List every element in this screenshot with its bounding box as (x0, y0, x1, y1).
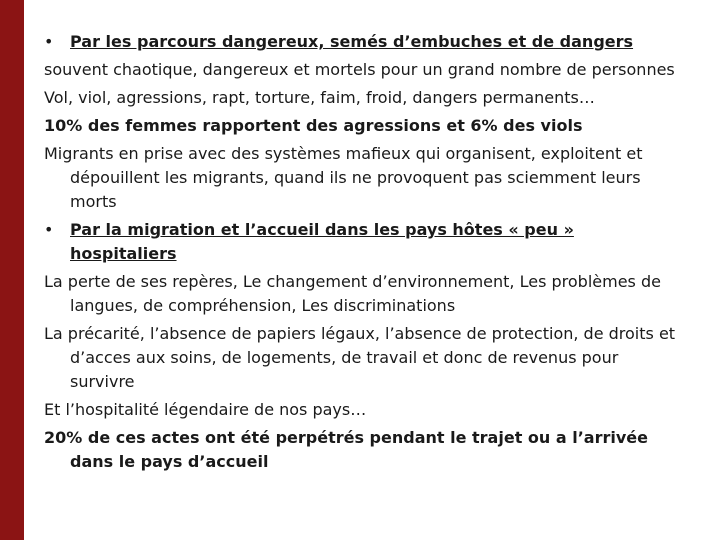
section-1-heading (44, 30, 680, 54)
section-2-heading (44, 218, 680, 266)
side-accent-bar (0, 0, 24, 540)
section-2-line-1: La perte de ses repères, Le changement d’environnement, Les problèmes de langues, de compréhension, Les discriminations (44, 272, 661, 315)
section-1-heading-text: Par les parcours dangereux, semés d’embuches et de dangers (70, 32, 634, 51)
section-1-line-3: 10% des femmes rapportent des agressions et 6% des viols (44, 116, 583, 135)
section-2-line-3: Et l’hospitalité légendaire de nos pays… (44, 400, 367, 419)
bullet-icon: • (44, 32, 54, 51)
section-1-line-1: souvent chaotique, dangereux et mortels pour un grand nombre de personnes (44, 60, 675, 79)
section-1-line-2: Vol, viol, agressions, rapt, torture, faim, froid, dangers permanents… (44, 88, 595, 107)
slide-content (44, 30, 680, 478)
section-1-line-4: Migrants en prise avec des systèmes mafieux qui organisent, exploitent et dépouillent les migrants, quand ils ne provoquent pas sciemment leurs morts (44, 144, 643, 211)
section-2-heading-text: Par la migration et l’accueil dans les pays hôtes « peu » hospitaliers (70, 220, 574, 263)
section-2-line-4: 20% de ces actes ont été perpétrés pendant le trajet ou a l’arrivée dans le pays d’accueil (44, 428, 648, 471)
section-2-line-2: La précarité, l’absence de papiers légaux, l’absence de protection, de droits et d’acces aux soins, de logements, de travail et donc de revenus pour survivre (44, 324, 676, 391)
bullet-icon: • (44, 220, 54, 239)
